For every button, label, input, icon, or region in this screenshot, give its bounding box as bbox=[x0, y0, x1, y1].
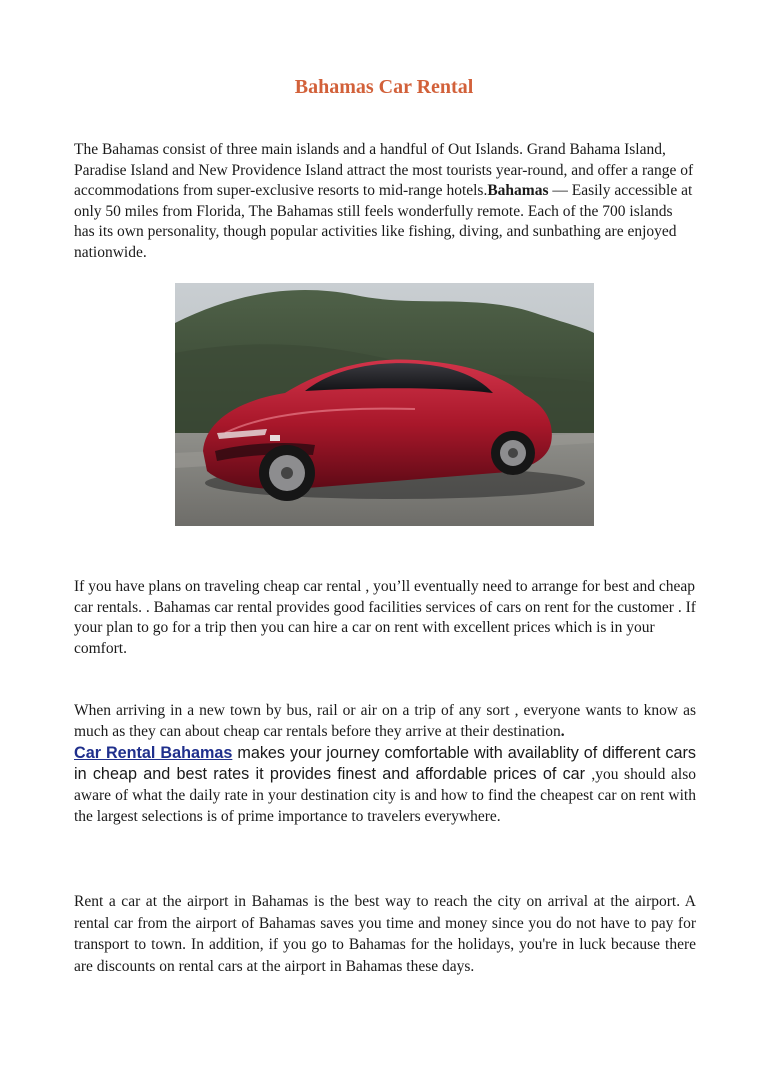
intro-bold-bahamas: Bahamas bbox=[487, 182, 549, 200]
para3-text-2: ,you should also aware of what the daily rate in your destination city is and how to find the cheapest car on rent with the largest selections is of prime importance to travelers everywhere. bbox=[74, 766, 696, 825]
paragraph-car-rental-plans: If you have plans on traveling cheap car rental , you’ll eventually need to arrange for best and cheap car rentals. . Bahamas car rental provides good facilities services of cars on rent for the customer . If your plan to go for a trip then you can hire a car on rent with excellent prices which is in your comfort. bbox=[74, 578, 696, 657]
paragraph-airport-rental: Rent a car at the airport in Bahamas is the best way to reach the city on arrival at the airport. A rental car from the airport of Bahamas saves you time and money since you do not have to pay for transport to town. In addition, if you go to Bahamas for the holidays, you're in luck because there are discounts on rental cars at the airport in Bahamas these days. bbox=[74, 893, 696, 975]
para3-period: . bbox=[560, 722, 565, 740]
car-photo bbox=[175, 283, 594, 526]
car-rental-bahamas-link[interactable]: Car Rental Bahamas bbox=[74, 743, 233, 762]
para3-text-1: When arriving in a new town by bus, rail or air on a trip of any sort , everyone wants to know as much as they can about cheap car rentals before they arrive at their destination bbox=[74, 702, 696, 740]
intro-text-2: — Easily accessible at only 50 miles from Florida, The Bahamas still feels wonderfully remote. Each of the 700 islands has its own personality, though popular activities like fishing, diving, and sunbathing are enjoyed nationwide. bbox=[74, 182, 693, 261]
car-photo-illustration bbox=[175, 283, 594, 526]
intro-paragraph bbox=[74, 140, 696, 264]
intro-text-1: The Bahamas consist of three main islands and a handful of Out Islands. Grand Bahama Island, Paradise Island and New Providence Island attract the most tourists year-round, and offer a range of accommodations from super-exclusive resorts to mid-range hotels. bbox=[74, 141, 694, 200]
page-title: Bahamas Car Rental bbox=[294, 76, 474, 98]
paragraph-arriving bbox=[74, 701, 696, 828]
para3-sans-text: makes your journey comfortable with availablity of different cars in cheap and best rates it provides finest and affordable prices of car bbox=[74, 743, 696, 784]
